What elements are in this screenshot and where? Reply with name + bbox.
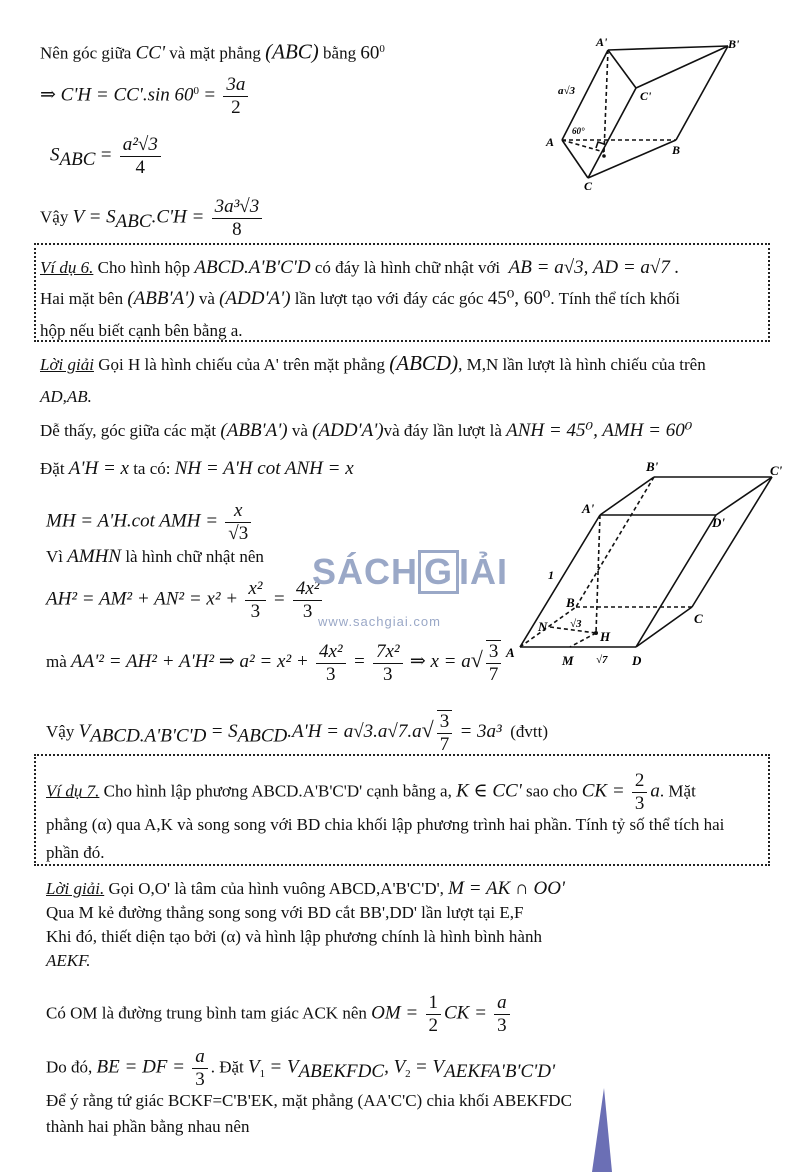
math: .A'H = a√3.a√7.a — [287, 720, 422, 742]
edge — [716, 477, 772, 515]
text: (đvtt) — [510, 721, 548, 741]
text: Vậy — [46, 721, 75, 741]
edge — [636, 607, 692, 647]
text: Gọi O,O' là tâm của hình vuông ABCD,A'B'C'D', — [108, 879, 444, 898]
denominator: 3 — [634, 793, 645, 814]
label-one: 1 — [548, 568, 554, 582]
math: V = S — [72, 206, 116, 228]
watermark-logo — [312, 550, 508, 594]
math: BE = DF = — [96, 1056, 185, 1078]
math: MH = A'H.cot AMH = — [46, 510, 219, 532]
fraction — [632, 770, 648, 815]
math: 45⁰, 60⁰ — [487, 288, 551, 309]
sol7-line4 — [46, 950, 91, 972]
math: V — [78, 720, 91, 742]
numerator: 4x² — [293, 578, 323, 601]
label-a1: A' — [596, 35, 608, 49]
edge — [588, 88, 636, 178]
ex6-line3 — [40, 320, 243, 342]
p1-line4 — [40, 196, 265, 241]
label-m: M — [562, 653, 574, 668]
label-b: B — [566, 595, 575, 610]
edge — [600, 477, 654, 515]
math: (ABC) — [265, 39, 319, 64]
numerator: 3a³√3 — [212, 196, 263, 219]
text: Nên góc giữa — [40, 43, 132, 63]
projection — [570, 633, 596, 647]
text: Khi đó, thiết diện tạo bởi (α) và hình lập phương chính là hình bình hành — [46, 927, 542, 946]
denominator: 4 — [135, 157, 146, 178]
label-a: A — [546, 135, 555, 149]
fraction — [223, 74, 248, 119]
text: AD,AB. — [40, 387, 92, 406]
fraction — [426, 992, 442, 1037]
numerator: a²√3 — [120, 134, 161, 157]
watermark-url: www.sachgiai.com — [318, 614, 441, 629]
text: Để ý rằng tứ giác BCKF=C'B'EK, mặt phẳng (AA'C'C) chia khối ABEKFDC — [46, 1091, 572, 1110]
text: phẳng (α) qua A,K và song song với BD chia khối lập phương trình hai phần. Tính tỷ số thể tích hai — [46, 815, 725, 834]
math: 60 — [360, 42, 380, 64]
sol6-line5 — [46, 500, 254, 545]
sol6-line9: Vậy $V_{ABCD.A'B'C'D} = S_{ABCD}.A'H = a√3.a√7.a√$ $\frac{3}{7}$ = 3a³ (đvtt) — [46, 711, 548, 755]
text: AEKF. — [46, 951, 91, 970]
sol6-line6 — [46, 546, 264, 568]
denominator: 7 — [439, 734, 450, 755]
denominator: 2 — [231, 97, 241, 118]
math: = — [99, 144, 113, 166]
text: . Mặt — [659, 781, 696, 801]
math: (ADD'A') — [219, 288, 291, 309]
ex6-line1 — [40, 257, 679, 279]
corner-shape — [592, 1088, 612, 1172]
label-c1: C' — [770, 463, 783, 478]
sol6-line1 — [40, 352, 706, 376]
sol7-line2 — [46, 902, 523, 924]
math: CK = — [444, 1002, 487, 1024]
sol7-line5 — [46, 992, 513, 1037]
math: = S — [210, 720, 238, 742]
text: Gọi H là hình chiếu của A' trên mặt phẳng — [98, 355, 385, 374]
math: ⇒ C'H = CC'.sin 60 — [40, 84, 194, 106]
numerator: x — [225, 500, 251, 523]
text: . Tính thể tích khối — [550, 289, 680, 308]
math: .C'H = — [151, 206, 205, 228]
fraction — [437, 710, 453, 756]
numerator: 3 — [437, 711, 453, 734]
text: và mặt phẳng — [169, 43, 261, 63]
fraction — [120, 134, 161, 179]
text: Vì — [46, 547, 63, 566]
numerator: a — [192, 1046, 208, 1069]
text: phần đó. — [46, 843, 105, 862]
label-a1: A' — [582, 501, 595, 516]
text: hộp nếu biết cạnh bên bằng a. — [40, 321, 243, 340]
p1-line1 — [40, 38, 385, 65]
sub: ABCD.A'B'C'D — [90, 725, 207, 747]
text: Đặt — [40, 459, 65, 478]
label-c: C — [584, 179, 593, 193]
edge — [676, 46, 728, 140]
sub: AEKFA'B'C'D' — [444, 1060, 556, 1082]
text: Hai mặt bên — [40, 289, 124, 308]
numerator: 4x² — [316, 641, 346, 664]
text: và — [198, 289, 215, 308]
math: AB = a√3, AD = a√7 . — [508, 257, 680, 278]
edge — [636, 515, 716, 647]
denominator: 2 — [428, 1015, 438, 1036]
sol7-line1 — [46, 878, 565, 900]
label-b1: B' — [728, 37, 740, 51]
label-c: C — [694, 611, 703, 626]
p1-line2 — [40, 74, 251, 119]
ex7-line1 — [46, 770, 696, 815]
text: Qua M kẻ đường thẳng song song với BD cắt BB',DD' lần lượt tại E,F — [46, 903, 524, 922]
fraction — [494, 992, 510, 1037]
fraction — [225, 500, 251, 545]
edge — [520, 515, 600, 647]
math: NH = A'H cot ANH = x — [174, 458, 354, 479]
math: = V — [269, 1056, 299, 1078]
label-root3: √3 — [570, 618, 582, 630]
math: (ABB'A') — [127, 288, 195, 309]
numerator: a — [494, 992, 510, 1015]
fraction — [373, 641, 403, 686]
sup: 0 — [193, 84, 200, 97]
ex7-line3 — [46, 842, 105, 864]
box-figure — [500, 455, 790, 680]
math: a — [650, 780, 660, 802]
sub: ABC — [115, 210, 152, 232]
text: Cho hình hộp — [97, 258, 191, 277]
label-root7: √7 — [596, 654, 608, 666]
denominator: 3 — [302, 601, 313, 622]
numerator: 1 — [426, 992, 442, 1015]
text: mà — [46, 651, 67, 671]
sol7-line7 — [46, 1090, 572, 1112]
text: , M,N lần lượt là hình chiếu của trên — [458, 355, 706, 374]
math: AH² = AM² + AN² = x² + — [46, 588, 239, 610]
numerator: 2 — [632, 770, 648, 793]
math: AA'² = AH² + A'H² ⇒ a² = x² + — [71, 650, 309, 672]
point-h — [594, 631, 598, 635]
example-label: Ví dụ 7. — [46, 781, 100, 801]
label-d: D — [632, 653, 642, 668]
math: (ABB'A') — [220, 420, 288, 441]
sol6-line7 — [46, 578, 325, 623]
fraction — [212, 196, 263, 241]
math: , V — [384, 1056, 406, 1078]
sup: 0 — [379, 43, 385, 55]
edge — [608, 46, 728, 50]
hidden-edge — [520, 607, 576, 647]
text: Cho hình lập phương ABCD.A'B'C'D' cạnh bằng a, — [103, 781, 452, 801]
denominator: 3 — [250, 601, 261, 622]
math: ⇒ x = a — [409, 650, 471, 672]
edge — [588, 140, 676, 178]
p1-line3 — [50, 134, 164, 179]
denominator: 7 — [488, 664, 499, 685]
denominator: 3 — [326, 663, 336, 685]
label-b: B — [672, 143, 681, 157]
text: bằng — [323, 43, 357, 63]
text: thành hai phần bằng nhau nên — [46, 1117, 250, 1136]
sub: 2 — [405, 1067, 411, 1080]
numerator: 3 — [486, 641, 502, 664]
point-h — [602, 154, 606, 158]
sol6-line3 — [40, 420, 692, 442]
denominator: √3 — [228, 523, 249, 544]
text: Vậy — [40, 207, 69, 227]
denominator: 3 — [195, 1069, 205, 1090]
corner-decoration — [590, 1088, 614, 1172]
text: . Đặt — [210, 1057, 244, 1077]
text: Do đó, — [46, 1057, 93, 1077]
hidden-edge — [576, 477, 654, 607]
math: = 3a³ — [459, 720, 502, 742]
solution-label: Lời giải — [40, 355, 94, 374]
denominator: 3 — [497, 1015, 507, 1036]
prism-figure — [536, 30, 786, 200]
sol7-line6 — [46, 1046, 555, 1091]
text: SÁCH — [312, 551, 419, 592]
denominator: 3 — [383, 663, 393, 685]
text: Có OM là đường trung bình tam giác ACK nên — [46, 1003, 367, 1023]
text: G — [418, 550, 459, 594]
label-n: N — [538, 619, 548, 634]
ex7-line2 — [46, 814, 724, 836]
text: Dễ thấy, góc giữa các mặt — [40, 421, 217, 440]
text: là hình chữ nhật nên — [125, 547, 264, 566]
math: V — [248, 1056, 260, 1078]
text: ta có: — [133, 459, 171, 478]
fraction — [316, 641, 346, 686]
ex6-line2 — [40, 288, 680, 310]
math: = — [203, 84, 217, 106]
label-edge: a√3 — [558, 85, 576, 97]
label-angle: 60° — [572, 126, 585, 136]
math: OM = — [371, 1002, 419, 1024]
sub: 1 — [259, 1067, 266, 1080]
right-angle-mark — [596, 142, 604, 148]
edge — [636, 46, 728, 88]
math: A'H = x — [68, 458, 129, 479]
text: sao cho — [526, 781, 578, 801]
text: và đáy lần lượt là — [383, 421, 502, 440]
label-d1: D' — [712, 515, 725, 530]
sol6-line4 — [40, 458, 354, 480]
math: CK = — [581, 780, 625, 802]
math: = V — [414, 1056, 445, 1078]
label-a: A — [506, 645, 515, 660]
text: và — [291, 421, 308, 440]
sub: ABEKFDC — [298, 1060, 385, 1082]
edge — [692, 477, 772, 607]
text: có đáy là hình chữ nhật với — [314, 258, 501, 277]
math: ABCD.A'B'C'D — [194, 257, 311, 278]
math: (ADD'A') — [312, 420, 384, 441]
math: = — [272, 588, 286, 610]
sol7-line3 — [46, 926, 542, 948]
edge — [608, 50, 636, 88]
numerator: x² — [245, 578, 265, 601]
label-h: H — [600, 629, 611, 644]
math: ANH = 45⁰, AMH = 60⁰ — [506, 420, 693, 441]
label-b1: B' — [646, 459, 659, 474]
math: CC' — [135, 42, 166, 64]
math: M = AK ∩ OO' — [448, 878, 565, 899]
math: S — [50, 144, 60, 166]
fraction — [245, 578, 265, 623]
denominator: 8 — [232, 219, 242, 240]
sol6-line8: mà AA'² = AH² + A'H² ⇒ a² = x² + $\frac{\text{4x²}}{3}$ = $\frac{\text{7x²}}{3}$ ⇒ x = a√ $\frac{3}{7}$ — [46, 640, 504, 686]
math: (ABCD) — [389, 351, 459, 375]
math: AMHN — [67, 546, 122, 567]
sol6-line2 — [40, 386, 92, 408]
sub: ABCD — [237, 725, 288, 747]
math: = — [352, 650, 366, 672]
math: K ∈ CC' — [456, 780, 522, 802]
numerator: 3a — [223, 74, 248, 97]
fraction — [192, 1046, 208, 1091]
text: IẢI — [459, 551, 509, 592]
example-label: Ví dụ 6. — [40, 258, 94, 277]
label-c1: C' — [640, 89, 652, 103]
sol7-line8 — [46, 1116, 249, 1138]
sub: ABC — [59, 148, 96, 170]
solution-label: Lời giải. — [46, 879, 105, 898]
text: lần lượt tạo với đáy các góc — [294, 289, 484, 308]
height — [604, 50, 608, 152]
numerator: 7x² — [373, 641, 403, 664]
